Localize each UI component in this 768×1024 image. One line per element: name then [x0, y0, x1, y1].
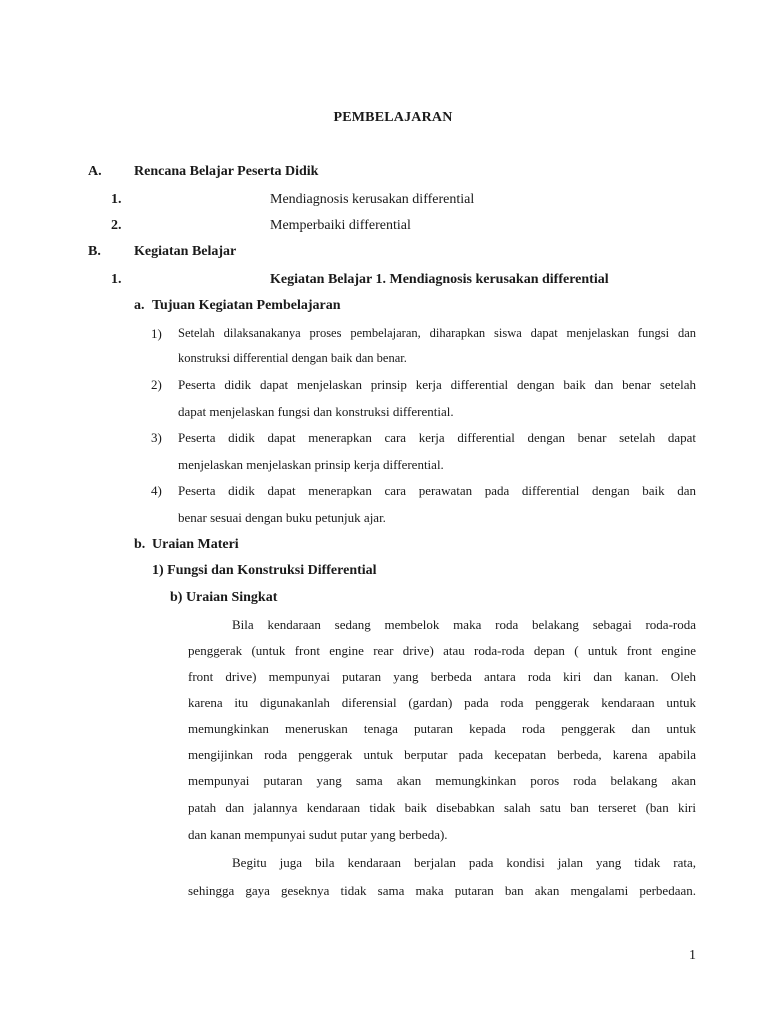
goal-4-line-2: benar sesuai dengan buku petunjuk ajar.: [178, 510, 386, 525]
para-1-line-3: front drive) mempunyai putaran yang berbeda antara roda kiri dan kanan. Oleh: [188, 669, 696, 684]
para-1-line-1: Bila kendaraan sedang membelok maka roda belakang sebagai roda-roda: [232, 617, 696, 632]
section-b-heading: Kegiatan Belajar: [134, 244, 237, 259]
goal-4-num: 4): [151, 483, 162, 498]
section-a-item-1-num: 1.: [111, 192, 122, 207]
para-1-line-5: memungkinkan meneruskan tenaga putaran kepada roda penggerak dan untuk: [188, 721, 696, 736]
para-1-line-8: patah dan jalannya kendaraan tidak baik disebabkan salah satu ban terseret (ban kiri: [188, 800, 696, 815]
section-a-item-2-num: 2.: [111, 218, 122, 233]
para-1-line-2: penggerak (untuk front engine rear drive) atau roda-roda depan ( untuk front engine: [188, 643, 696, 658]
goal-1-line-2: konstruksi differential dengan baik dan benar.: [178, 351, 407, 365]
para-2-line-2: sehingga gaya geseknya tidak sama maka putaran ban akan mengalami perbedaan.: [188, 883, 696, 898]
subsection-a-heading: Tujuan Kegiatan Pembelajaran: [152, 298, 341, 313]
goal-2-line-2: dapat menjelaskan fungsi dan konstruksi differential.: [178, 404, 454, 419]
subsection-a-marker: a.: [134, 298, 145, 313]
section-a-item-2-text: Memperbaiki differential: [270, 218, 411, 233]
para-1-line-9: dan kanan mempunyai sudut putar yang berbeda).: [188, 827, 448, 842]
goal-3-line-2: menjelaskan menjelaskan prinsip kerja differential.: [178, 457, 444, 472]
para-1-line-6: mengijinkan roda penggerak untuk berputar pada kecepatan berbeda, karena apabila: [188, 747, 696, 762]
section-a-heading: Rencana Belajar Peserta Didik: [134, 164, 319, 179]
goal-4-line-1: Peserta didik dapat menerapkan cara perawatan pada differential dengan baik dan: [178, 483, 696, 498]
page-number: 1: [689, 948, 696, 963]
goal-1-line-1: Setelah dilaksanakanya proses pembelajaran, diharapkan siswa dapat menjelaskan fungsi dan: [178, 326, 696, 340]
section-a-item-1-text: Mendiagnosis kerusakan differential: [270, 192, 475, 207]
subsection-b-marker: b.: [134, 537, 146, 552]
page-title: PEMBELAJARAN: [333, 110, 453, 125]
section-a-marker: A.: [88, 164, 102, 179]
section-b-marker: B.: [88, 244, 101, 259]
section-b-item-1-num: 1.: [111, 272, 122, 287]
goal-3-num: 3): [151, 430, 162, 445]
goal-2-line-1: Peserta didik dapat menjelaskan prinsip kerja differential dengan baik dan benar setelah: [178, 377, 696, 392]
para-1-line-7: mempunyai putaran yang sama akan memungkinkan poros roda belakang akan: [188, 773, 696, 788]
goal-1-num: 1): [151, 326, 162, 341]
point-b-heading: b) Uraian Singkat: [170, 590, 278, 605]
goal-3-line-1: Peserta didik dapat menerapkan cara kerja differential dengan benar setelah dapat: [178, 430, 696, 445]
para-2-line-1: Begitu juga bila kendaraan berjalan pada kondisi jalan yang tidak rata,: [232, 855, 696, 870]
point-1-heading: 1) Fungsi dan Konstruksi Differential: [152, 563, 377, 578]
goal-2-num: 2): [151, 377, 162, 392]
subsection-b-heading: Uraian Materi: [152, 537, 239, 552]
section-b-item-1-text: Kegiatan Belajar 1. Mendiagnosis kerusakan differential: [270, 272, 609, 287]
para-1-line-4: karena itu digunakanlah diferensial (gardan) pada roda penggerak kendaraan untuk: [188, 695, 696, 710]
